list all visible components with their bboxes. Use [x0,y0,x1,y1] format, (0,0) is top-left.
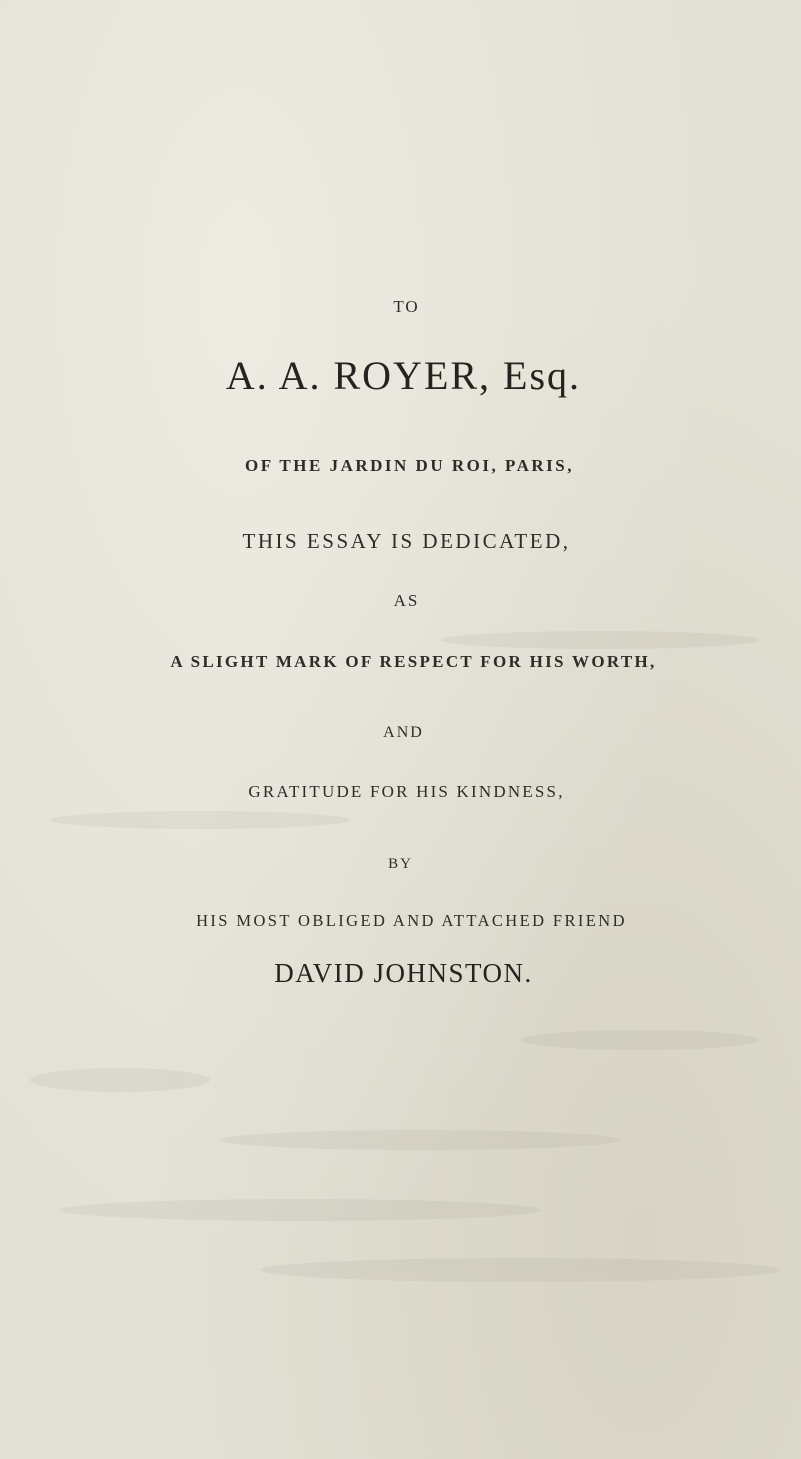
dedication-respect: A SLIGHT MARK OF RESPECT FOR HIS WORTH, [170,652,657,671]
dedication-to: TO [393,297,420,316]
dedicatee-name: A. A. ROYER, Esq. [225,353,582,398]
dedication-gratitude: GRATITUDE FOR HIS KINDNESS, [248,782,565,801]
dedication-by: BY [388,856,413,872]
dedication-statement: THIS ESSAY IS DEDICATED, [242,529,571,553]
dedicatee-affiliation: OF THE JARDIN DU ROI, PARIS, [245,456,574,475]
dedication-and: AND [383,724,424,741]
dedication-friend: HIS MOST OBLIGED AND ATTACHED FRIEND [196,911,627,930]
author-name: DAVID JOHNSTON. [274,958,533,988]
dedication-as: AS [393,591,420,610]
